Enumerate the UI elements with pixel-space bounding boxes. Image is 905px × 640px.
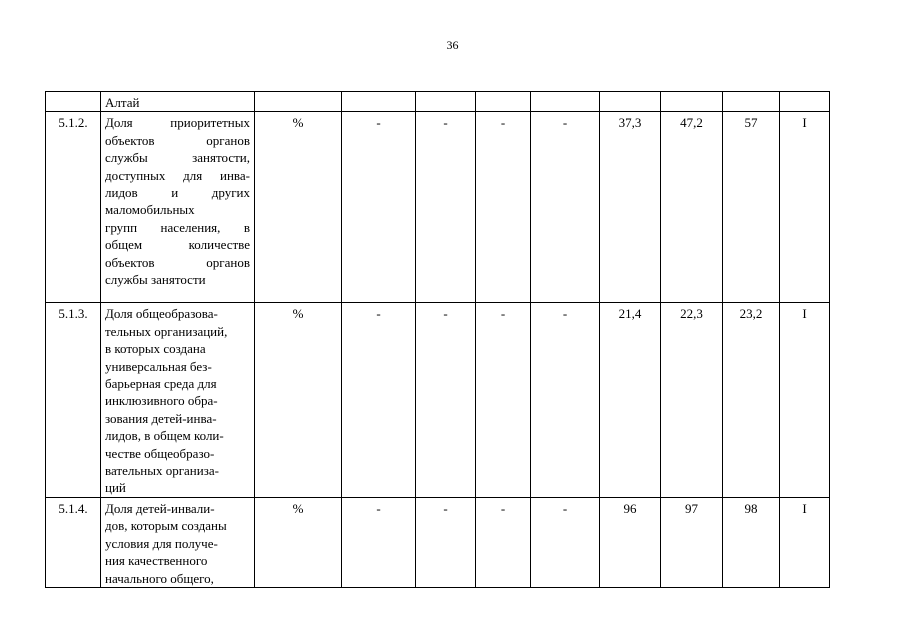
indicators-table bbox=[45, 91, 830, 588]
table-row bbox=[46, 497, 830, 587]
cell-value: 97 bbox=[661, 497, 723, 587]
cell-value bbox=[342, 92, 416, 112]
cell-unit: % bbox=[255, 303, 342, 497]
description-line: зования детей-инва- bbox=[105, 410, 217, 426]
cell-value bbox=[661, 92, 723, 112]
cell-value bbox=[600, 92, 661, 112]
cell-value: - bbox=[531, 303, 600, 497]
description-line: ций bbox=[105, 480, 126, 496]
cell-category: I bbox=[780, 303, 830, 497]
cell-value: 37,3 bbox=[600, 112, 661, 303]
description-line: в которых создана bbox=[105, 341, 206, 357]
cell-value: - bbox=[342, 112, 416, 303]
description-line: общем количестве bbox=[105, 237, 250, 253]
cell-value bbox=[723, 92, 780, 112]
description-line: Доля общеобразова- bbox=[105, 306, 218, 322]
description-line: условия для получе- bbox=[105, 535, 218, 551]
cell-value: 23,2 bbox=[723, 303, 780, 497]
cell-num: 5.1.3. bbox=[46, 303, 101, 497]
description-line: тельных организаций, bbox=[105, 323, 228, 339]
cell-value: - bbox=[476, 497, 531, 587]
cell-description bbox=[101, 112, 255, 303]
table-row bbox=[46, 112, 830, 303]
page-number: 36 bbox=[446, 38, 459, 52]
cell-value: 57 bbox=[723, 112, 780, 303]
cell-value bbox=[531, 92, 600, 112]
description-line: групп населения, в bbox=[105, 219, 250, 235]
description-line: лидов и других bbox=[105, 185, 250, 201]
description-line: инклюзивного обра- bbox=[105, 393, 218, 409]
cell-description: Алтай bbox=[101, 92, 255, 112]
cell-description bbox=[101, 497, 255, 587]
cell-num: 5.1.2. bbox=[46, 112, 101, 303]
description-line: Доля приоритетных bbox=[105, 115, 250, 131]
cell-value bbox=[416, 92, 476, 112]
cell-value: - bbox=[531, 497, 600, 587]
description-line: Доля детей-инвали- bbox=[105, 500, 215, 516]
description-line: универсальная без- bbox=[105, 358, 212, 374]
cell-category: I bbox=[780, 112, 830, 303]
cell-value bbox=[476, 92, 531, 112]
cell-unit: % bbox=[255, 112, 342, 303]
description-line: объектов органов bbox=[105, 254, 250, 270]
cell-value: 96 bbox=[600, 497, 661, 587]
cell-description bbox=[101, 303, 255, 497]
description-line: лидов, в общем коли- bbox=[105, 428, 224, 444]
description-line: службы занятости bbox=[105, 272, 206, 288]
cell-value: 22,3 bbox=[661, 303, 723, 497]
cell-category bbox=[780, 92, 830, 112]
cell-num: 5.1.4. bbox=[46, 497, 101, 587]
description-line: доступных для инва- bbox=[105, 167, 250, 183]
cell-value: - bbox=[342, 497, 416, 587]
table-row bbox=[46, 303, 830, 497]
cell-category: I bbox=[780, 497, 830, 587]
table-row-continuation bbox=[46, 92, 830, 112]
description-line: службы занятости, bbox=[105, 150, 250, 166]
description-line: дов, которым созданы bbox=[105, 518, 227, 534]
cell-value: 21,4 bbox=[600, 303, 661, 497]
cell-value: - bbox=[476, 303, 531, 497]
cell-num bbox=[46, 92, 101, 112]
cell-value: - bbox=[416, 497, 476, 587]
cell-unit bbox=[255, 92, 342, 112]
description-line: объектов органов bbox=[105, 132, 250, 148]
description-line: начального общего, bbox=[105, 570, 214, 586]
description-line: маломобильных bbox=[105, 202, 195, 218]
cell-value: - bbox=[476, 112, 531, 303]
cell-value: - bbox=[531, 112, 600, 303]
description-line: ния качественного bbox=[105, 553, 208, 569]
cell-value: - bbox=[342, 303, 416, 497]
description-line: вательных организа- bbox=[105, 463, 219, 479]
cell-value: - bbox=[416, 303, 476, 497]
cell-value: 98 bbox=[723, 497, 780, 587]
cell-value: - bbox=[416, 112, 476, 303]
cell-value: 47,2 bbox=[661, 112, 723, 303]
cell-unit: % bbox=[255, 497, 342, 587]
description-line: барьерная среда для bbox=[105, 376, 217, 392]
description-line: честве общеобразо- bbox=[105, 445, 215, 461]
